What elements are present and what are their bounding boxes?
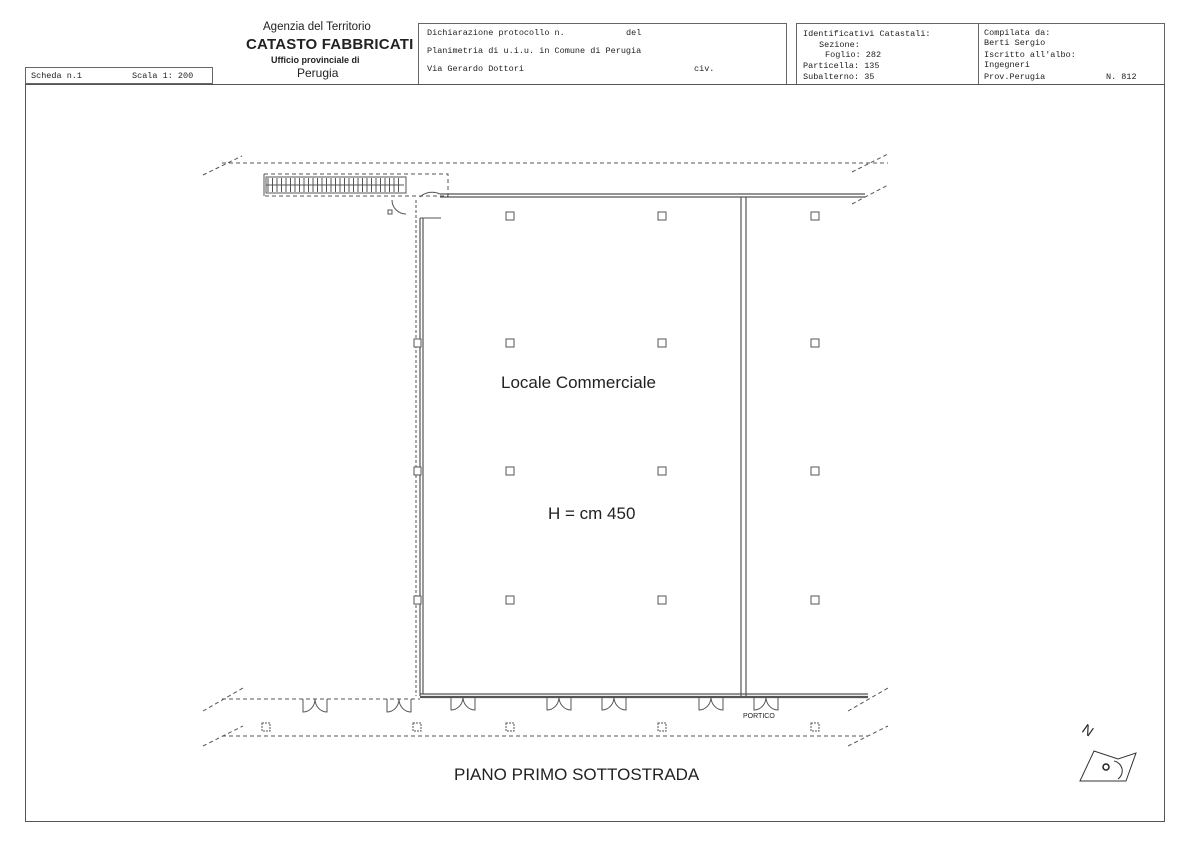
- column: [811, 596, 819, 604]
- column: [506, 723, 514, 731]
- subalterno: Subalterno: 35: [803, 72, 875, 82]
- compilata-title: Compilata da:: [984, 28, 1051, 38]
- planimetria-label: Planimetria di u.i.u. in Comune di Perugia: [427, 46, 642, 56]
- doors: [303, 697, 778, 712]
- column: [811, 339, 819, 347]
- column: [414, 339, 421, 347]
- portico-label: PORTICO: [743, 713, 775, 720]
- catasto-title: CATASTO FABBRICATI: [246, 36, 414, 53]
- column: [414, 467, 421, 475]
- civic-number-label: civ.: [694, 64, 715, 74]
- sezione: Sezione:: [819, 40, 860, 50]
- scheda-number: Scheda n.1: [31, 71, 83, 81]
- room-name: Locale Commerciale: [501, 373, 656, 392]
- identificativi-title: Identificativi Catastali:: [803, 29, 931, 39]
- albo: Ingegneri: [984, 60, 1030, 70]
- column: [413, 723, 421, 731]
- structural-columns: [262, 212, 819, 731]
- scale: Scala 1: 200: [132, 71, 194, 81]
- column: [658, 467, 666, 475]
- column: [262, 723, 270, 731]
- protocol-del: del: [626, 28, 642, 38]
- column: [811, 467, 819, 475]
- office-city: Perugia: [297, 66, 339, 80]
- column: [506, 467, 514, 475]
- column: [506, 339, 514, 347]
- iscritto-label: Iscritto all'albo:: [984, 50, 1076, 60]
- column: [414, 596, 421, 604]
- room-height: H = cm 450: [548, 504, 636, 523]
- column: [811, 212, 819, 220]
- foglio: Foglio: 282: [825, 50, 882, 60]
- column: [506, 596, 514, 604]
- agency-name: Agenzia del Territorio: [263, 21, 371, 33]
- north-arrow-icon: [1080, 751, 1136, 781]
- column: [658, 723, 666, 731]
- address: Via Gerardo Dottori: [427, 64, 524, 74]
- particella: Particella: 135: [803, 61, 880, 71]
- column: [658, 212, 666, 220]
- column: [658, 339, 666, 347]
- north-label: N: [1079, 720, 1097, 740]
- compilata-name: Berti Sergio: [984, 38, 1046, 48]
- column: [506, 212, 514, 220]
- office-label: Ufficio provinciale di: [271, 55, 360, 65]
- protocol-label: Dichiarazione protocollo n.: [427, 28, 565, 38]
- column: [658, 596, 666, 604]
- registration-number: N. 812: [1106, 72, 1137, 82]
- staircase-icon: [266, 177, 406, 193]
- floor-title: PIANO PRIMO SOTTOSTRADA: [454, 765, 700, 784]
- province: Prov.Perugia: [984, 72, 1046, 82]
- column: [811, 723, 819, 731]
